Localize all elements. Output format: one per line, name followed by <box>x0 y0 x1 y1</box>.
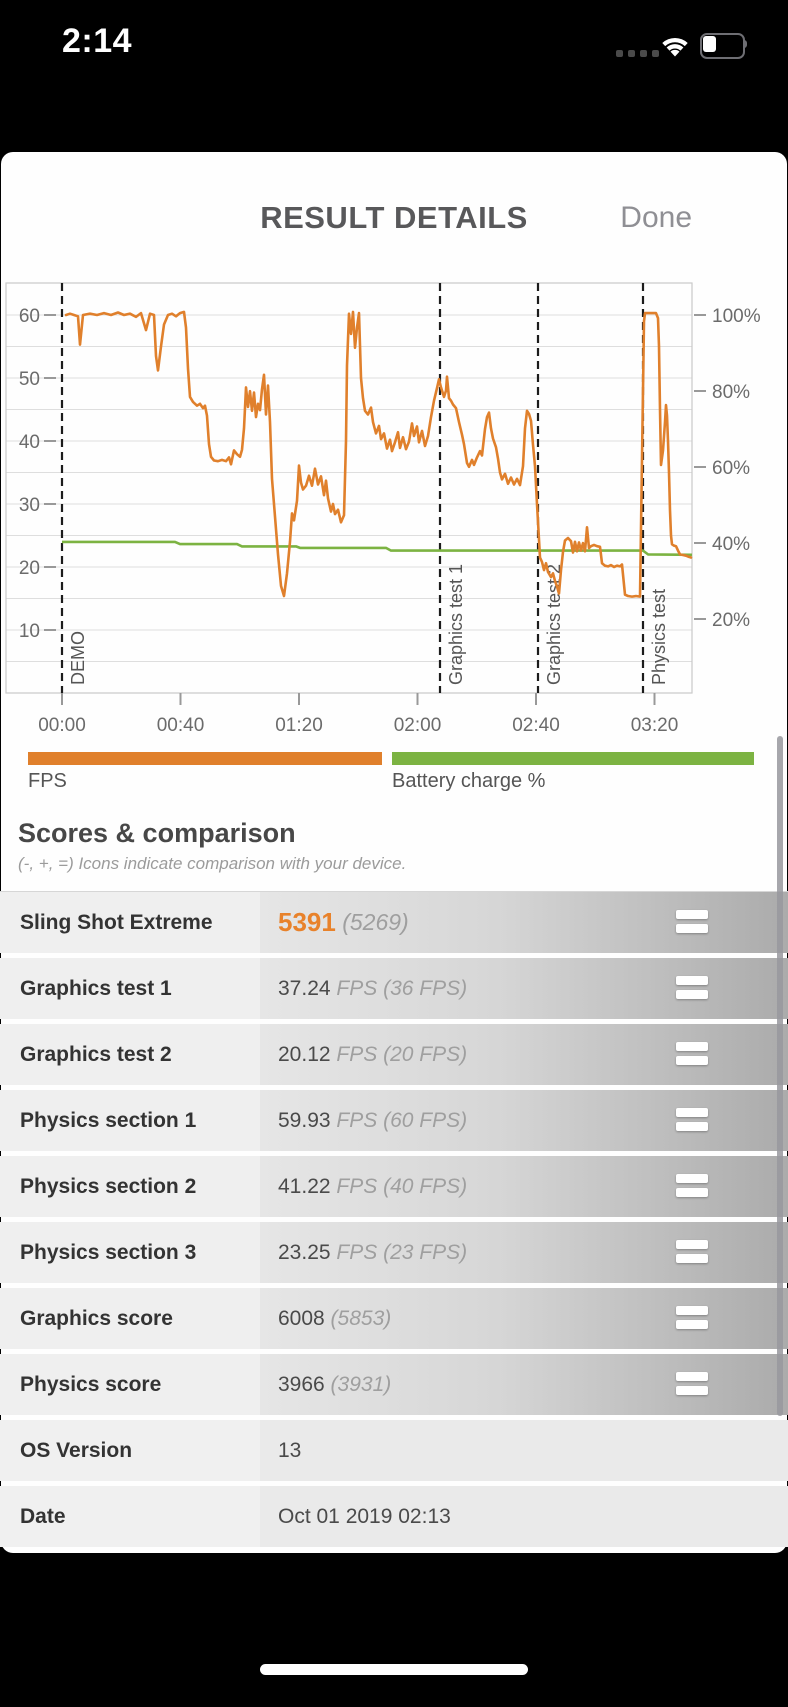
row-label: Physics section 2 <box>20 1174 197 1198</box>
home-indicator[interactable] <box>260 1664 528 1675</box>
row-label: Graphics score <box>20 1306 173 1330</box>
row-value: 37.24 FPS (36 FPS) <box>278 976 468 1000</box>
status-bar <box>0 0 788 100</box>
row-value: 59.93 FPS (60 FPS) <box>278 1108 468 1132</box>
section-label: Graphics test 2 <box>544 563 564 685</box>
table-row[interactable] <box>0 1486 788 1547</box>
row-label: Physics section 1 <box>20 1108 197 1132</box>
row-value: 5391 (5269) <box>278 907 409 937</box>
section-label: Graphics test 1 <box>446 563 466 685</box>
table-row[interactable] <box>0 1420 788 1481</box>
row-label: Physics score <box>20 1372 162 1396</box>
row-label: OS Version <box>20 1438 133 1462</box>
svg-text:100%: 100% <box>712 306 761 327</box>
equals-comparison-icon <box>676 1108 708 1133</box>
svg-text:40%: 40% <box>712 534 751 555</box>
svg-text:40: 40 <box>18 432 40 453</box>
svg-text:10: 10 <box>18 621 40 642</box>
svg-text:80%: 80% <box>712 382 751 403</box>
row-label: Graphics test 1 <box>20 976 172 1000</box>
legend-swatch-fps <box>28 752 382 765</box>
battery-icon <box>700 33 746 56</box>
table-row[interactable] <box>0 1222 788 1283</box>
page-title: RESULT DETAILS <box>260 200 528 235</box>
equals-comparison-icon <box>676 1372 708 1397</box>
equals-comparison-icon <box>676 1174 708 1199</box>
row-value-cell <box>260 1420 788 1481</box>
svg-text:02:00: 02:00 <box>393 715 442 733</box>
table-row[interactable] <box>0 1354 788 1415</box>
svg-text:60%: 60% <box>712 458 751 479</box>
legend-label-fps: FPS <box>28 770 67 792</box>
benchmark-chart <box>0 255 788 733</box>
row-value: 20.12 FPS (20 FPS) <box>278 1042 468 1066</box>
equals-comparison-icon <box>676 1240 708 1265</box>
svg-text:00:00: 00:00 <box>38 715 86 733</box>
svg-text:03:20: 03:20 <box>630 715 679 733</box>
equals-comparison-icon <box>676 1042 708 1067</box>
table-row[interactable] <box>0 1156 788 1217</box>
svg-text:50: 50 <box>18 369 40 390</box>
row-label: Date <box>20 1504 66 1528</box>
row-value: 23.25 FPS (23 FPS) <box>278 1240 468 1264</box>
svg-text:01:20: 01:20 <box>275 715 323 733</box>
row-label: Graphics test 2 <box>20 1042 172 1066</box>
svg-text:00:40: 00:40 <box>156 715 205 733</box>
equals-comparison-icon <box>676 1306 708 1331</box>
svg-text:60: 60 <box>18 306 40 327</box>
legend-label-battery: Battery charge % <box>392 770 546 792</box>
row-value: 3966 (3931) <box>278 1372 392 1396</box>
cellular-signal-icon <box>616 50 659 57</box>
svg-text:02:40: 02:40 <box>512 715 560 733</box>
scroll-indicator[interactable] <box>777 736 783 1416</box>
table-row[interactable] <box>0 1090 788 1151</box>
scores-heading: Scores & comparison <box>18 818 296 848</box>
legend-swatch-battery <box>392 752 754 765</box>
section-label: DEMO <box>68 631 88 685</box>
table-row[interactable] <box>0 1288 788 1349</box>
done-button[interactable]: Done <box>620 201 692 234</box>
wifi-icon <box>658 33 692 59</box>
table-row[interactable] <box>0 1024 788 1085</box>
table-row[interactable] <box>0 892 788 953</box>
equals-comparison-icon <box>676 976 708 1001</box>
row-value: 6008 (5853) <box>278 1306 392 1330</box>
status-time: 2:14 <box>62 22 133 60</box>
scores-table <box>0 891 788 1552</box>
table-row[interactable] <box>0 958 788 1019</box>
row-label: Sling Shot Extreme <box>20 910 213 934</box>
svg-text:20%: 20% <box>712 610 751 631</box>
scores-subtitle: (-, +, =) Icons indicate comparison with your device. <box>18 854 407 873</box>
row-label: Physics section 3 <box>20 1240 197 1264</box>
row-value: 13 <box>278 1438 302 1462</box>
section-label: Physics test <box>649 588 669 685</box>
svg-text:30: 30 <box>18 495 40 516</box>
equals-comparison-icon <box>676 910 708 935</box>
svg-text:20: 20 <box>18 558 40 579</box>
row-value: Oct 01 2019 02:13 <box>278 1504 451 1528</box>
row-value: 41.22 FPS (40 FPS) <box>278 1174 468 1198</box>
